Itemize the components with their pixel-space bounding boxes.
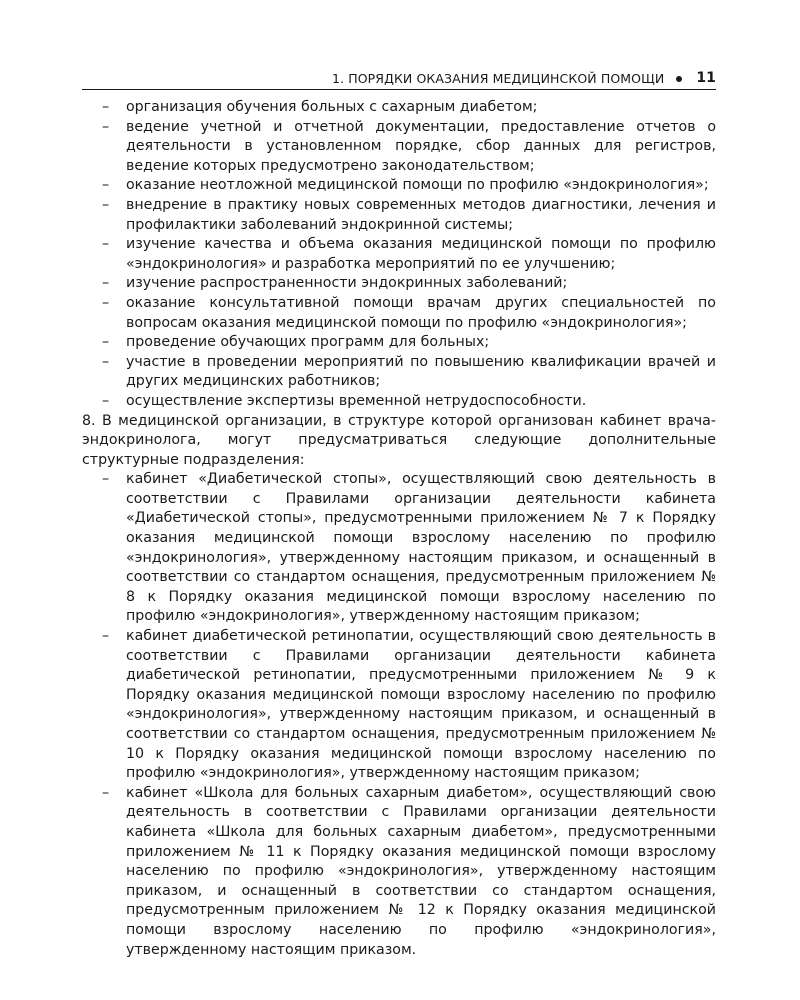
list-item-text: осуществление экспертизы временной нетрудоспособности. [126,392,587,409]
list-item [82,235,716,274]
dash-icon: – [102,196,110,213]
list-item-text: кабинет «Диабетической стопы», осуществляющий свою деятельность в соответствии с Правилами организации деятельности кабинета «Диабетической стопы», предусмотренными приложением № 7 к Порядку оказания медицинской помощи взрослому населению по профилю «эндокринология», утвержденному настоящим приказом, и оснащенный в соответствии со стандартом оснащения, предусмотренным приложением № 8 к Порядку оказания медицинской помощи взрослому населению по профилю «эндокринология», утвержденному настоящим приказом; [126,471,716,625]
dash-icon: – [102,471,110,488]
list-item [82,274,716,294]
dash-icon: – [102,99,110,115]
dash-icon: – [102,628,110,645]
list-item-text: изучение распространенности эндокринных заболеваний; [126,275,568,292]
list-item [82,98,716,118]
list-item-text: внедрение в практику новых современных методов диагностики, лечения и профилактики заболеваний эндокринной системы; [126,196,716,233]
running-title: 1. ПОРЯДКИ ОКАЗАНИЯ МЕДИЦИНСКОЙ ПОМОЩИ [332,71,665,86]
dash-icon: – [102,784,110,801]
dash-icon: – [102,353,110,370]
list-item-text: организация обучения больных с сахарным диабетом; [126,99,538,115]
dash-icon: – [102,334,110,351]
page-number: 11 [696,70,716,86]
list-item-text: изучение качества и объема оказания медицинской помощи по профилю «эндокринология» и разработка мероприятий по ее улучшению; [126,236,716,272]
list-item-text: оказание неотложной медицинской помощи по профилю «эндокринология»; [126,177,709,194]
dash-icon: – [102,118,110,135]
dash-icon: – [102,294,110,311]
list-item [82,470,716,627]
dash-icon: – [102,236,110,253]
list-item [82,118,716,177]
bullet-dot-icon [676,76,682,82]
list-item-text: проведение обучающих программ для больных; [126,334,490,351]
list-item [82,392,716,412]
responsibilities-list [82,98,716,412]
dash-icon: – [102,392,110,409]
list-item [82,627,716,784]
running-header [82,64,716,86]
list-item-text: участие в проведении мероприятий по повышению квалификации врачей и других медицинских работников; [126,353,716,390]
list-item [82,196,716,235]
header-rule [82,89,716,90]
list-item-text: кабинет «Школа для больных сахарным диабетом», осуществляющий свою деятельность в соответствии с Правилами организации деятельности кабинета «Школа для больных сахарным диабетом», предусмотренными приложением № 11 к Порядку оказания медицинской помощи взрослому населению по профилю «эндокринология», утвержденному настоящим приказом, и оснащенный в соответствии со стандартом оснащения, предусмотренным приложением № 12 к Порядку оказания медицинской помощи взрослому населению по профилю «эндокринология», утвержденному настоящим приказом. [126,784,716,958]
list-item [82,176,716,196]
page-body [82,98,716,960]
paragraph-8: 8. В медицинской организации, в структуре которой организован кабинет врача-эндокринолога, могут предусматриваться следующие дополнительные структурные подразделения: [82,412,716,468]
list-item [82,294,716,333]
dash-icon: – [102,177,110,194]
list-item [82,353,716,392]
subdivisions-list [82,470,716,960]
list-item-text: оказание консультативной помощи врачам других специальностей по вопросам оказания медицинской помощи по профилю «эндокринология»; [126,294,716,331]
list-item-text: ведение учетной и отчетной документации, предоставление отчетов о деятельности в установленном порядке, сбор данных для регистров, ведение которых предусмотрено законодательством; [126,118,716,174]
list-item [82,784,716,960]
dash-icon: – [102,275,110,292]
list-item [82,333,716,353]
list-item-text: кабинет диабетической ретинопатии, осуществляющий свою деятельность в соответствии с Правилами организации деятельности кабинета диабетической ретинопатии, предусмотренными приложением № 9 к Порядку оказания медицинской помощи взрослому населению по профилю «эндокринология», утвержденному настоящим приказом, и оснащенный в соответствии со стандартом оснащения, предусмотренным приложением № 10 к Порядку оказания медицинской помощи взрослому населению по профилю «эндокринология», утвержденному настоящим приказом; [126,628,716,782]
